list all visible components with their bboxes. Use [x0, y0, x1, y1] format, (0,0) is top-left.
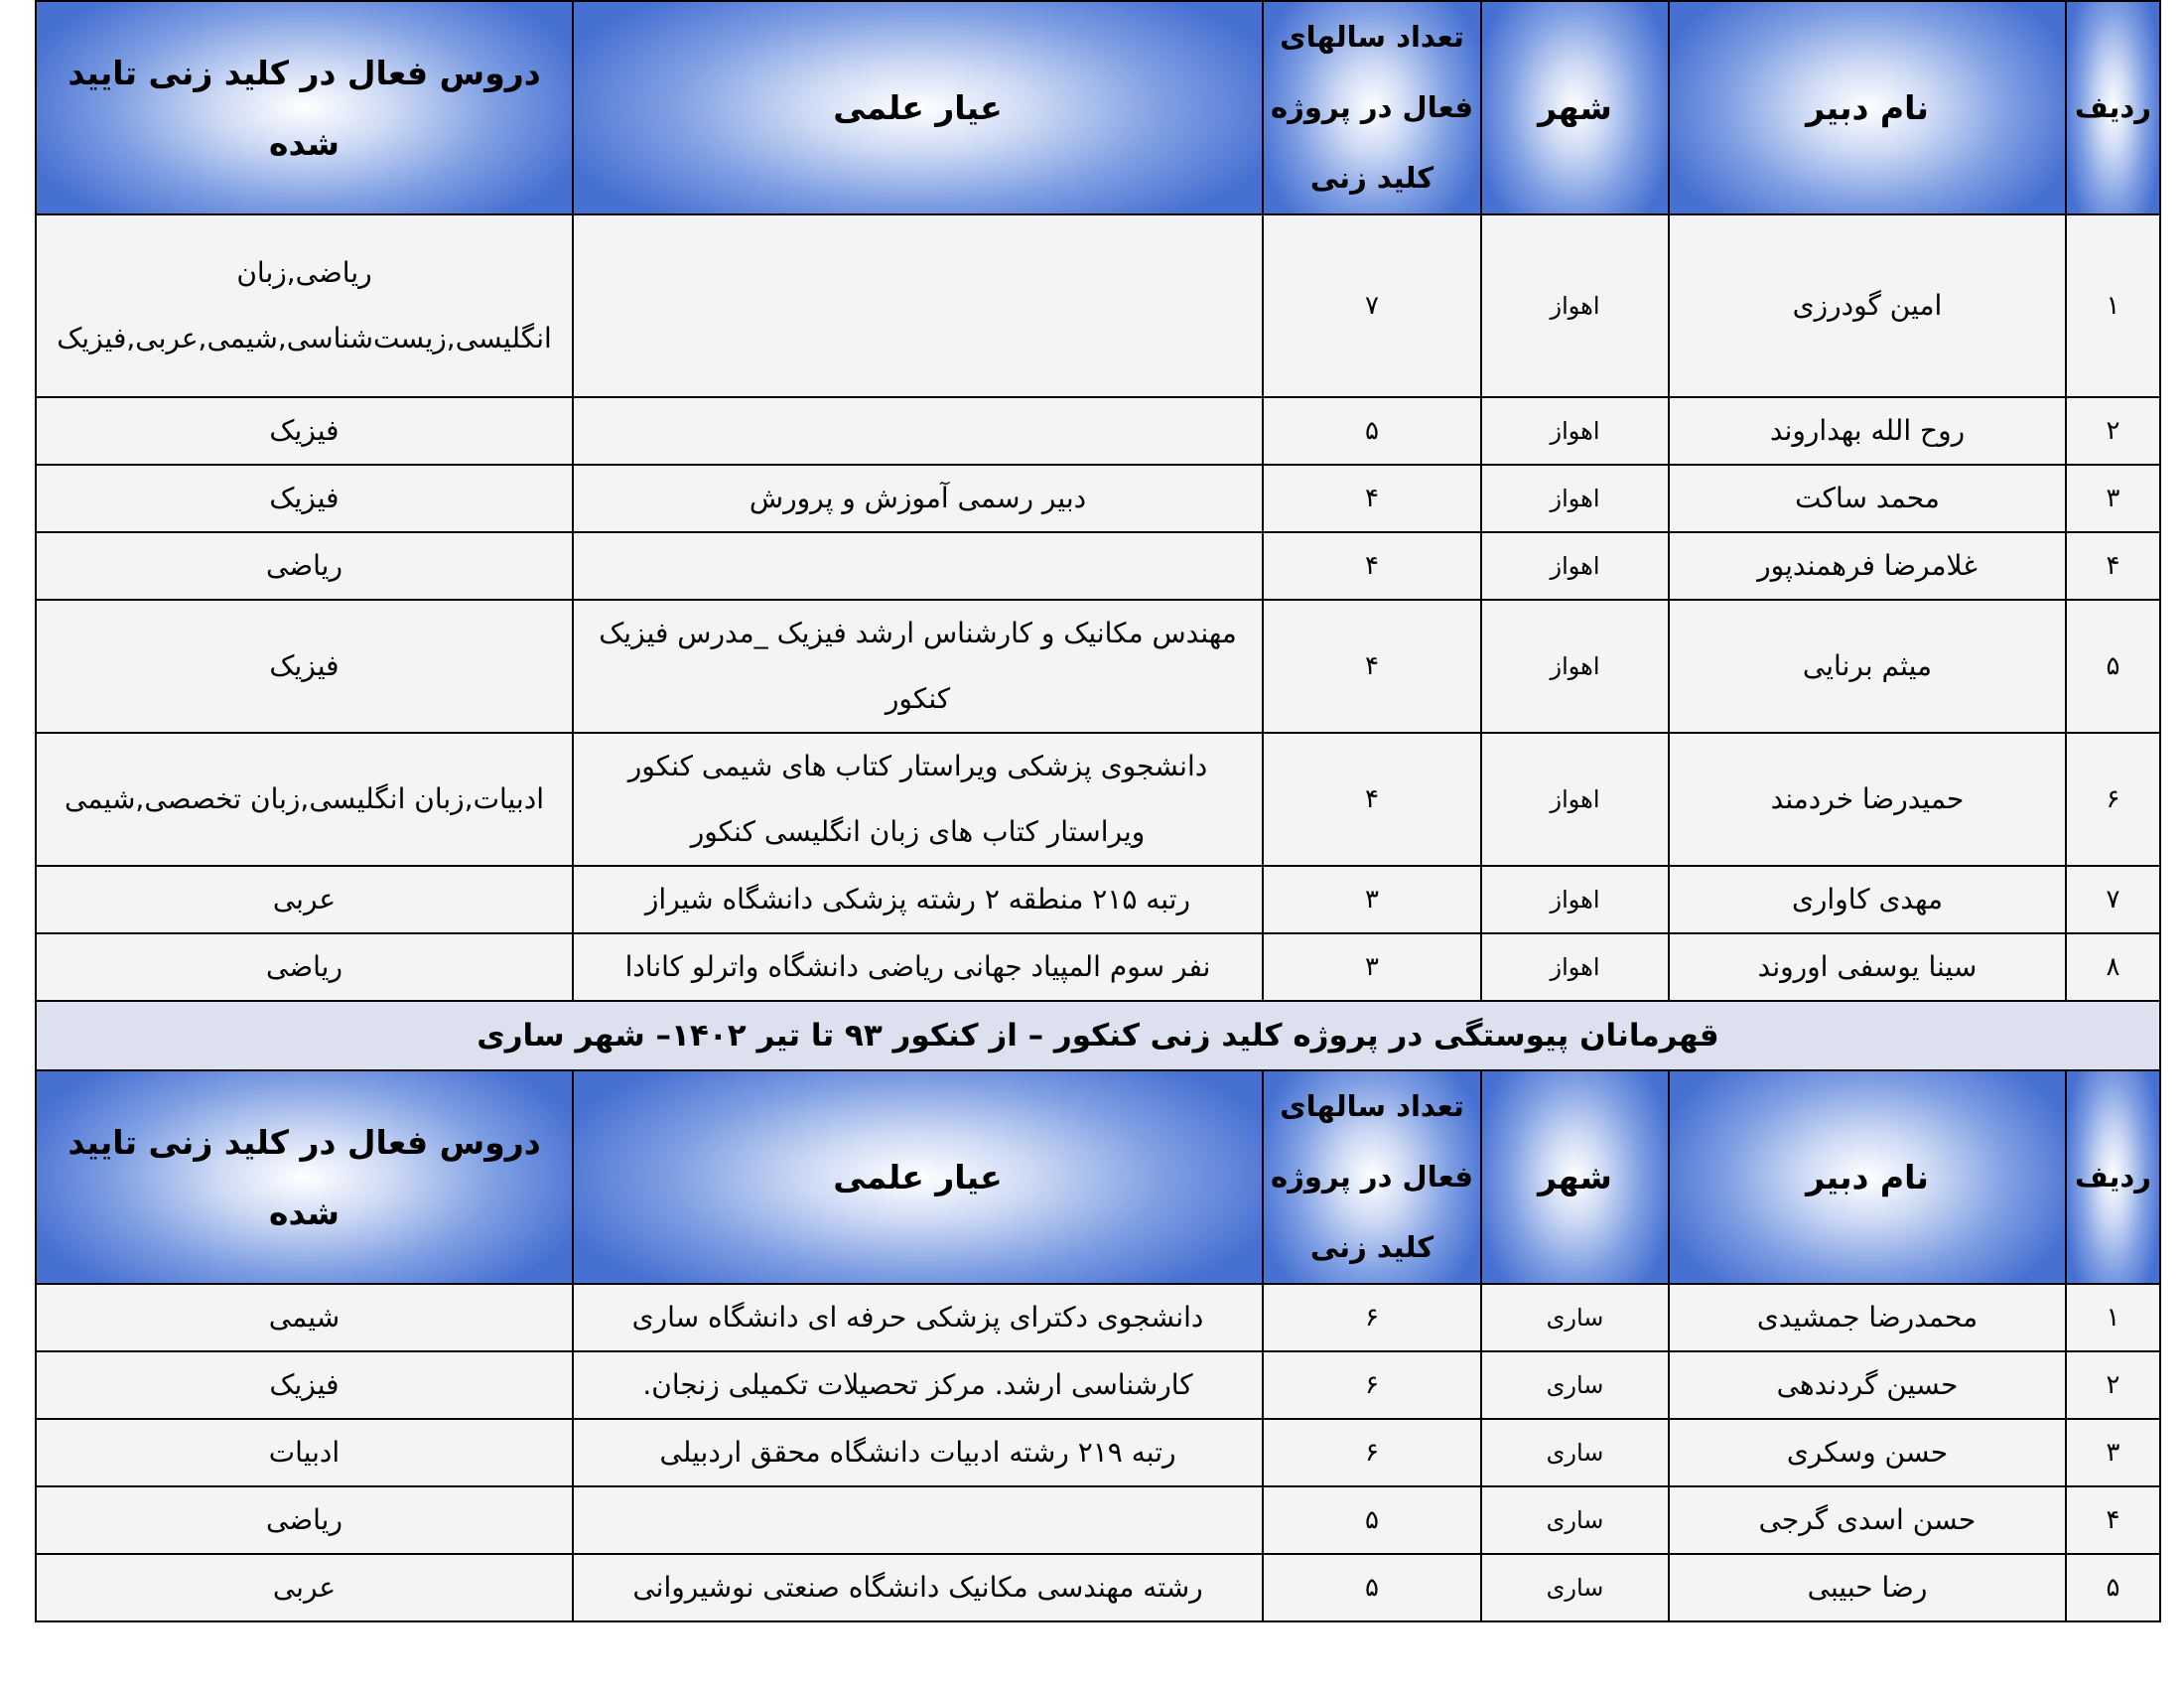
- approved-subjects: شیمی: [36, 1284, 573, 1351]
- section-title: قهرمانان پیوستگی در پروژه کلید زنی کنکور – از کنکور ۹۳ تا تیر ۱۴۰۲– شهر ساری: [36, 1001, 2160, 1070]
- header-years-active: تعداد سالهای فعال در پروژه کلید زنی: [1263, 1070, 1481, 1284]
- row-number: ۱: [2066, 1284, 2160, 1351]
- approved-subjects: ریاضی,زبان انگلیسی,زیست‌شناسی,شیمی,عربی,فیزیک: [36, 214, 573, 397]
- scientific-merit: [573, 214, 1263, 397]
- city: ساری: [1481, 1419, 1669, 1486]
- city: اهواز: [1481, 465, 1669, 532]
- teacher-name: میثم برنایی: [1669, 600, 2066, 733]
- years-active: ۵: [1263, 397, 1481, 465]
- row-number: ۲: [2066, 397, 2160, 465]
- teacher-name: امین گودرزی: [1669, 214, 2066, 397]
- years-active: ۴: [1263, 600, 1481, 733]
- header-scientific-merit: عیار علمی: [573, 1070, 1263, 1284]
- city: ساری: [1481, 1486, 1669, 1554]
- scientific-merit: [573, 1486, 1263, 1554]
- table-row: [36, 397, 2160, 465]
- years-active: ۴: [1263, 465, 1481, 532]
- row-number: ۱: [2066, 214, 2160, 397]
- city: ساری: [1481, 1554, 1669, 1621]
- approved-subjects: فیزیک: [36, 397, 573, 465]
- header-scientific-merit: عیار علمی: [573, 1, 1263, 214]
- approved-subjects: ریاضی: [36, 933, 573, 1001]
- approved-subjects: فیزیک: [36, 1351, 573, 1419]
- header-city: شهر: [1481, 1, 1669, 214]
- row-number: ۵: [2066, 1554, 2160, 1621]
- approved-subjects: ادبیات: [36, 1419, 573, 1486]
- years-active: ۴: [1263, 733, 1481, 866]
- city: اهواز: [1481, 532, 1669, 600]
- teacher-name: مهدی کاواری: [1669, 866, 2066, 933]
- header-years-active: تعداد سالهای فعال در پروژه کلید زنی: [1263, 1, 1481, 214]
- header-approved-subjects: دروس فعال در کلید زنی تایید شده: [36, 1, 573, 214]
- ahvaz-header-row: [36, 1, 2160, 214]
- years-active: ۵: [1263, 1486, 1481, 1554]
- header-teacher-name: نام دبیر: [1669, 1, 2066, 214]
- years-active: ۷: [1263, 214, 1481, 397]
- teacher-name: حمیدرضا خردمند: [1669, 733, 2066, 866]
- scientific-merit: [573, 532, 1263, 600]
- scientific-merit: رتبه ۲۱۹ رشته ادبیات دانشگاه محقق اردبیلی: [573, 1419, 1263, 1486]
- scientific-merit: مهندس مکانیک و کارشناس ارشد فیزیک _مدرس فیزیک کنکور: [573, 600, 1263, 733]
- scientific-merit: رشته مهندسی مکانیک دانشگاه صنعتی نوشیروانی: [573, 1554, 1263, 1621]
- header-teacher-name: نام دبیر: [1669, 1070, 2066, 1284]
- table-row: [36, 214, 2160, 397]
- approved-subjects: فیزیک: [36, 465, 573, 532]
- row-number: ۷: [2066, 866, 2160, 933]
- row-number: ۳: [2066, 465, 2160, 532]
- teacher-name: سینا یوسفی اوروند: [1669, 933, 2066, 1001]
- teacher-name: روح الله بهداروند: [1669, 397, 2066, 465]
- teacher-name: محمدرضا جمشیدی: [1669, 1284, 2066, 1351]
- approved-subjects: فیزیک: [36, 600, 573, 733]
- teacher-name: حسین گردندهی: [1669, 1351, 2066, 1419]
- city: اهواز: [1481, 600, 1669, 733]
- teacher-name: محمد ساکت: [1669, 465, 2066, 532]
- years-active: ۶: [1263, 1284, 1481, 1351]
- row-number: ۲: [2066, 1351, 2160, 1419]
- city: ساری: [1481, 1284, 1669, 1351]
- table-row: [36, 866, 2160, 933]
- approved-subjects: عربی: [36, 1554, 573, 1621]
- table-row: [36, 1419, 2160, 1486]
- teachers-table: [35, 0, 2161, 1622]
- scientific-merit: دانشجوی دکترای پزشکی حرفه ای دانشگاه ساری: [573, 1284, 1263, 1351]
- table-row: [36, 1351, 2160, 1419]
- sari-header-row: [36, 1070, 2160, 1284]
- city: اهواز: [1481, 397, 1669, 465]
- sari-section-banner: [36, 1001, 2160, 1070]
- table-row: [36, 1284, 2160, 1351]
- city: ساری: [1481, 1351, 1669, 1419]
- years-active: ۳: [1263, 866, 1481, 933]
- years-active: ۶: [1263, 1351, 1481, 1419]
- row-number: ۳: [2066, 1419, 2160, 1486]
- table-row: [36, 600, 2160, 733]
- header-city: شهر: [1481, 1070, 1669, 1284]
- table-row: [36, 933, 2160, 1001]
- scientific-merit: دبیر رسمی آموزش و پرورش: [573, 465, 1263, 532]
- years-active: ۵: [1263, 1554, 1481, 1621]
- teacher-name: رضا حبیبی: [1669, 1554, 2066, 1621]
- table-row: [36, 532, 2160, 600]
- years-active: ۶: [1263, 1419, 1481, 1486]
- scientific-merit: [573, 397, 1263, 465]
- scientific-merit: کارشناسی ارشد. مرکز تحصیلات تکمیلی زنجان.: [573, 1351, 1263, 1419]
- city: اهواز: [1481, 214, 1669, 397]
- city: اهواز: [1481, 733, 1669, 866]
- row-number: ۵: [2066, 600, 2160, 733]
- teacher-name: غلامرضا فرهمندپور: [1669, 532, 2066, 600]
- header-approved-subjects: دروس فعال در کلید زنی تایید شده: [36, 1070, 573, 1284]
- row-number: ۴: [2066, 532, 2160, 600]
- table-row: [36, 465, 2160, 532]
- teacher-name: حسن اسدی گرجی: [1669, 1486, 2066, 1554]
- row-number: ۶: [2066, 733, 2160, 866]
- scientific-merit: نفر سوم المپیاد جهانی ریاضی دانشگاه واترلو کانادا: [573, 933, 1263, 1001]
- teacher-name: حسن وسکری: [1669, 1419, 2066, 1486]
- years-active: ۳: [1263, 933, 1481, 1001]
- row-number: ۸: [2066, 933, 2160, 1001]
- header-row-number: ردیف: [2066, 1, 2160, 214]
- city: اهواز: [1481, 866, 1669, 933]
- scientific-merit: دانشجوی پزشکی ویراستار کتاب های شیمی کنکور ویراستار کتاب های زبان انگلیسی کنکور: [573, 733, 1263, 866]
- teachers-sheet: [37, 0, 2161, 1622]
- city: اهواز: [1481, 933, 1669, 1001]
- header-row-number: ردیف: [2066, 1070, 2160, 1284]
- approved-subjects: عربی: [36, 866, 573, 933]
- approved-subjects: ریاضی: [36, 532, 573, 600]
- scientific-merit: رتبه ۲۱۵ منطقه ۲ رشته پزشکی دانشگاه شیراز: [573, 866, 1263, 933]
- years-active: ۴: [1263, 532, 1481, 600]
- approved-subjects: ادبیات,زبان انگلیسی,زبان تخصصی,شیمی: [36, 733, 573, 866]
- row-number: ۴: [2066, 1486, 2160, 1554]
- approved-subjects: ریاضی: [36, 1486, 573, 1554]
- table-row: [36, 1486, 2160, 1554]
- table-row: [36, 1554, 2160, 1621]
- table-row: [36, 733, 2160, 866]
